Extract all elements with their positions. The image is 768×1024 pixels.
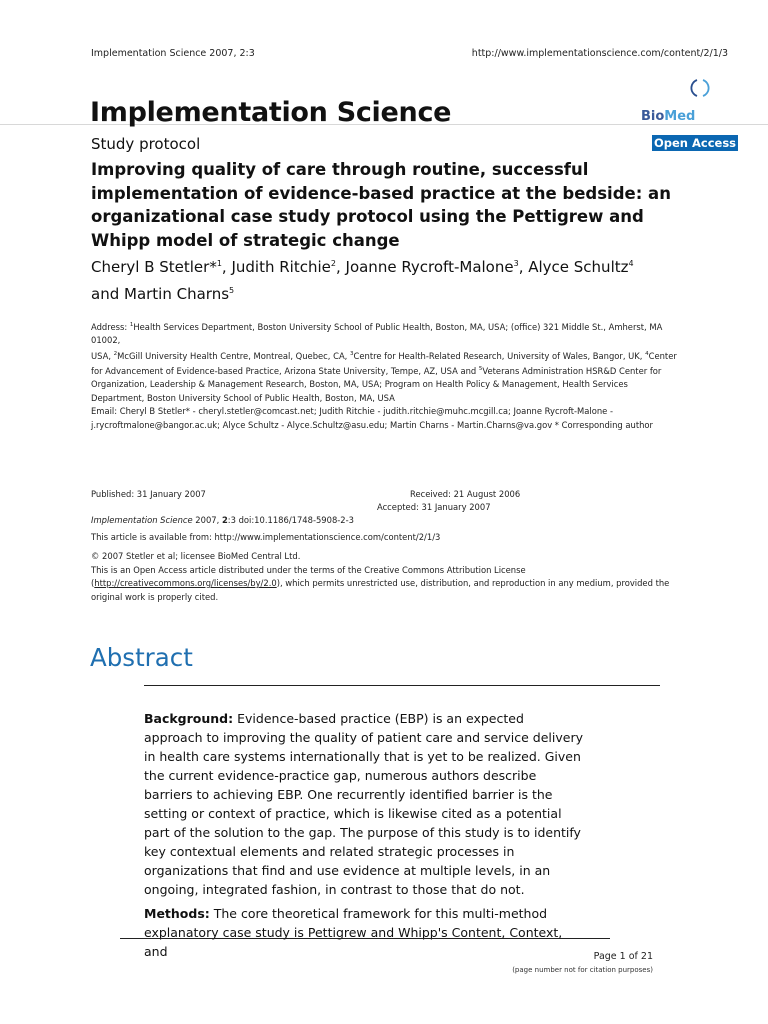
section-label: Background: bbox=[144, 711, 234, 726]
affiliation-sup: 2 bbox=[330, 259, 336, 268]
author-name: Martin Charns bbox=[124, 285, 230, 303]
affiliation-sup: 3 bbox=[513, 259, 519, 268]
page-number-note: (page number not for citation purposes) bbox=[512, 966, 653, 974]
author-emails: Email: Cheryl B Stetler* - cheryl.stetler@comcast.net; Judith Ritchie - judith.ritchie@muhc.mcgill.ca; Joanne Rycroft-Malone - j.rycroftmalone@bangor.ac.uk; Alyce Schultz - Alyce.Schultz@asu.edu; Martin Charns - Martin.Charns@va.gov * Corresponding author bbox=[91, 406, 653, 430]
page-number: Page 1 of 21 bbox=[593, 951, 653, 962]
abstract-body bbox=[144, 709, 584, 966]
publisher-logo-bio: Bio bbox=[641, 109, 665, 124]
availability-note: This article is available from: http://www.implementationscience.com/content/2/1/3 bbox=[91, 532, 441, 542]
author-name: Cheryl B Stetler bbox=[91, 258, 210, 276]
running-header-url[interactable]: http://www.implementationscience.com/content/2/1/3 bbox=[471, 48, 728, 59]
author-list: Cheryl B Stetler*$^1$, Judith Ritchie$^2$, Joanne Rycroft-Malone$^3$, Alyce Schultz$^4$ and Martin Charns$^5$ bbox=[91, 258, 634, 303]
author-name: Alyce Schultz bbox=[528, 258, 629, 276]
footer-divider bbox=[120, 938, 610, 939]
article-type: Study protocol bbox=[91, 135, 201, 153]
author-addresses: Address: $^1$Health Services Department, Boston University School of Public Health, Boston, MA, USA; (office) 321 Middle St., Amherst, MA 01002, USA, $^2$McGill University Health Centre, Montreal, Quebec, CA, $^3$Centre for Health-Related Research, University of Wales, Bangor, UK, $^4$Center for Advancement of Evidence-based Practice, Arizona State University, Tempe, AZ, USA and $^5$Veterans Administration HSR&D Center for Organization, Leadership & Management Research, Boston, MA, USA; Program on Health Policy & Management, Health Services Department, Boston University School of Public Health, Boston, MA, USA bbox=[91, 321, 677, 403]
affiliation-sup: 5 bbox=[229, 286, 235, 295]
address-label: Address: bbox=[91, 321, 128, 332]
publisher-logo-med: Med bbox=[664, 109, 696, 124]
copyright-line: © 2007 Stetler et al; licensee BioMed Central Ltd. bbox=[91, 551, 301, 561]
author-name: Joanne Rycroft-Malone bbox=[345, 258, 514, 276]
section-label: Methods: bbox=[144, 906, 210, 921]
abstract-background: Background: Evidence-based practice (EBP) is an expected approach to improving the quality of patient care and service delivery in health care systems internationally that is yet to be realized. Given the current evidence-practice gap, numerous authors describe barriers to achieving EBP. One recurrently identified barrier is the setting or context of practice, which is likewise cited as a potential part of the solution to the gap. The purpose of this study is to identify key contextual elements and related strategic processes in organizations that find and use evidence at multiple levels, in an ongoing, integrated fashion, in contrast to those that do not. bbox=[144, 711, 583, 897]
open-access-badge: Open Access bbox=[654, 136, 737, 150]
running-header-citation: Implementation Science 2007, 2:3 bbox=[91, 48, 255, 59]
affiliation-sup: 4 bbox=[628, 259, 634, 268]
biomed-logo-icon bbox=[689, 77, 711, 99]
published-date: Published: 31 January 2007 bbox=[91, 489, 206, 499]
article-title: Improving quality of care through routine, successful implementation of evidence-based practice at the bedside: an organizational case study protocol using the Pettigrew and Whipp model of strategic change bbox=[91, 160, 671, 250]
license-block: © 2007 Stetler et al; licensee BioMed Central Ltd. This is an Open Access article distributed under the terms of the Creative Commons Attribution License (http://creativecommons.org/licenses/by/2.0), which permits unrestricted use, distribution, and reproduction in any medium, provided the original work is properly cited. bbox=[91, 551, 670, 602]
corresponding-mark: * bbox=[209, 258, 217, 276]
journal-title: Implementation Science bbox=[90, 97, 452, 128]
abstract-divider bbox=[144, 685, 660, 686]
accepted-date: Accepted: 31 January 2007 bbox=[377, 502, 491, 512]
article-citation: Implementation Science 2007, 2:3 doi:10.1186/1748-5908-2-3 bbox=[91, 515, 354, 525]
publisher-logo bbox=[641, 109, 695, 124]
abstract-methods: Methods: The core theoretical framework for this multi-method explanatory case study is Pettigrew and Whipp's Content, Context, and bbox=[144, 906, 563, 959]
received-date: Received: 21 August 2006 bbox=[410, 489, 521, 499]
author-name: Judith Ritchie bbox=[231, 258, 331, 276]
license-link[interactable]: http://creativecommons.org/licenses/by/2.0 bbox=[94, 578, 277, 588]
affiliation-sup: 1 bbox=[216, 259, 222, 268]
abstract-heading: Abstract bbox=[90, 643, 193, 672]
